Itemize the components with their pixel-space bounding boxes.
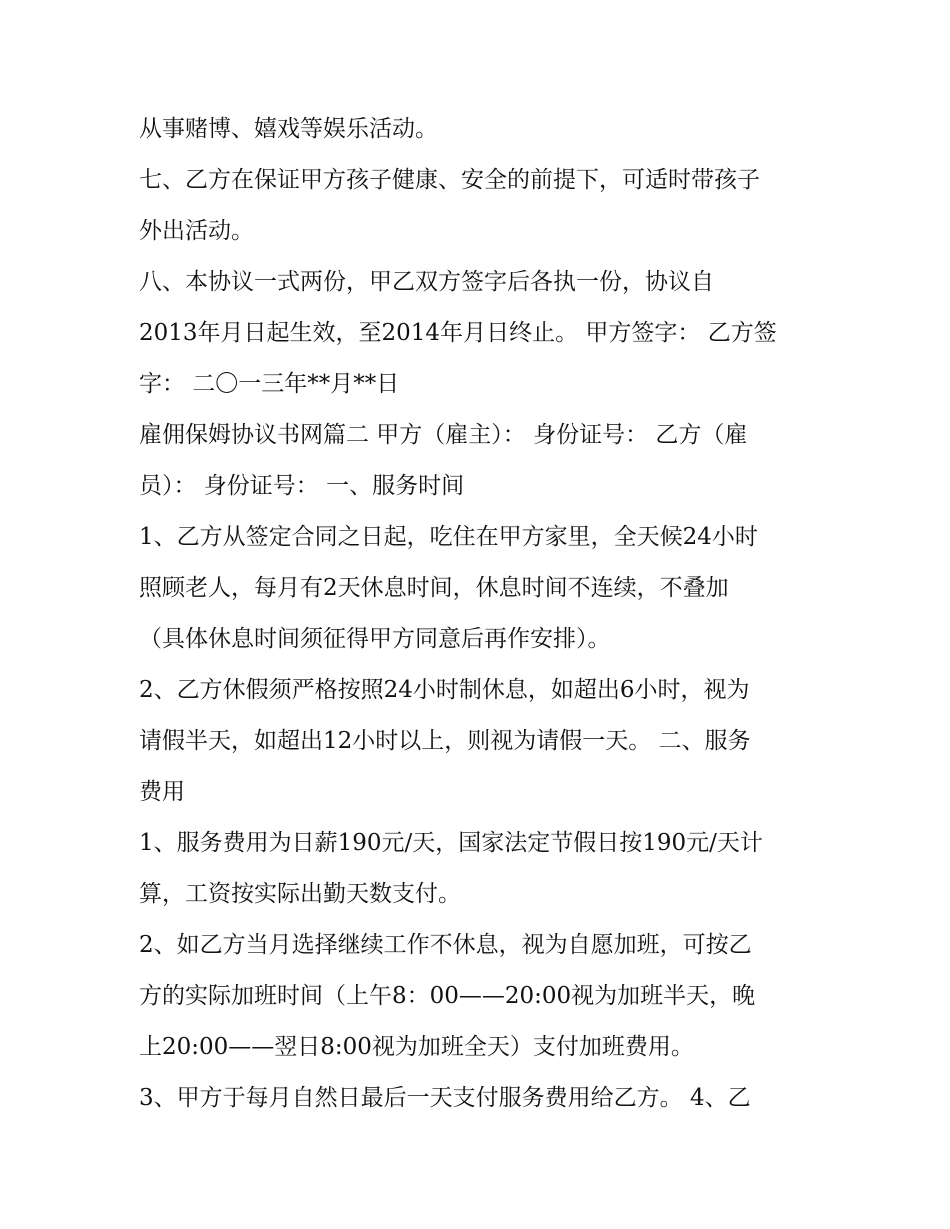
text-line-9: 1、乙方从签定合同之日起，吃住在甲方家里，全天候24小时 [139, 524, 758, 550]
text-line-19: 上20:00——翌日8:00视为加班全天）支付加班费用。 [139, 1034, 694, 1060]
text-line-13: 请假半天，如超出12小时以上，则视为请假一天。 二、服务 [139, 728, 751, 754]
text-line-17: 2、如乙方当月选择继续工作不休息，视为自愿加班，可按乙 [139, 932, 752, 958]
text-line-11: （具体休息时间须征得甲方同意后再作安排）。 [139, 626, 611, 652]
text-line-12: 2、乙方休假须严格按照24小时制休息，如超出6小时，视为 [139, 677, 750, 703]
text-line-10: 照顾老人，每月有2天休息时间，休息时间不连续，不叠加 [139, 575, 729, 601]
text-line-14: 费用 [139, 779, 185, 805]
text-line-20: 3、甲方于每月自然日最后一天支付服务费用给乙方。 4、乙 [139, 1085, 751, 1111]
text-line-15: 1、服务费用为日薪190元/天，国家法定节假日按190元/天计 [139, 830, 763, 856]
text-line-2: 七、乙方在保证甲方孩子健康、安全的前提下，可适时带孩子 [139, 167, 760, 193]
text-line-8: 员）： 身份证号： 一、服务时间 [139, 473, 465, 499]
text-line-5: 2013年月日起生效，至2014年月日终止。 甲方签字： 乙方签 [139, 320, 777, 346]
text-line-16: 算，工资按实际出勤天数支付。 [139, 881, 461, 907]
text-line-7: 雇佣保姆协议书网篇二 甲方（雇主）： 身份证号： 乙方（雇 [139, 422, 748, 448]
text-line-18: 方的实际加班时间（上午8：00——20:00视为加班半天，晚 [139, 983, 756, 1009]
text-line-3: 外出活动。 [139, 218, 254, 244]
text-line-4: 八、本协议一式两份，甲乙双方签字后各执一份，协议自 [139, 269, 714, 295]
document-body [139, 104, 819, 1124]
text-line-1: 从事赌博、嬉戏等娱乐活动。 [139, 116, 438, 142]
text-line-6: 字： 二〇一三年**月**日 [139, 371, 400, 397]
